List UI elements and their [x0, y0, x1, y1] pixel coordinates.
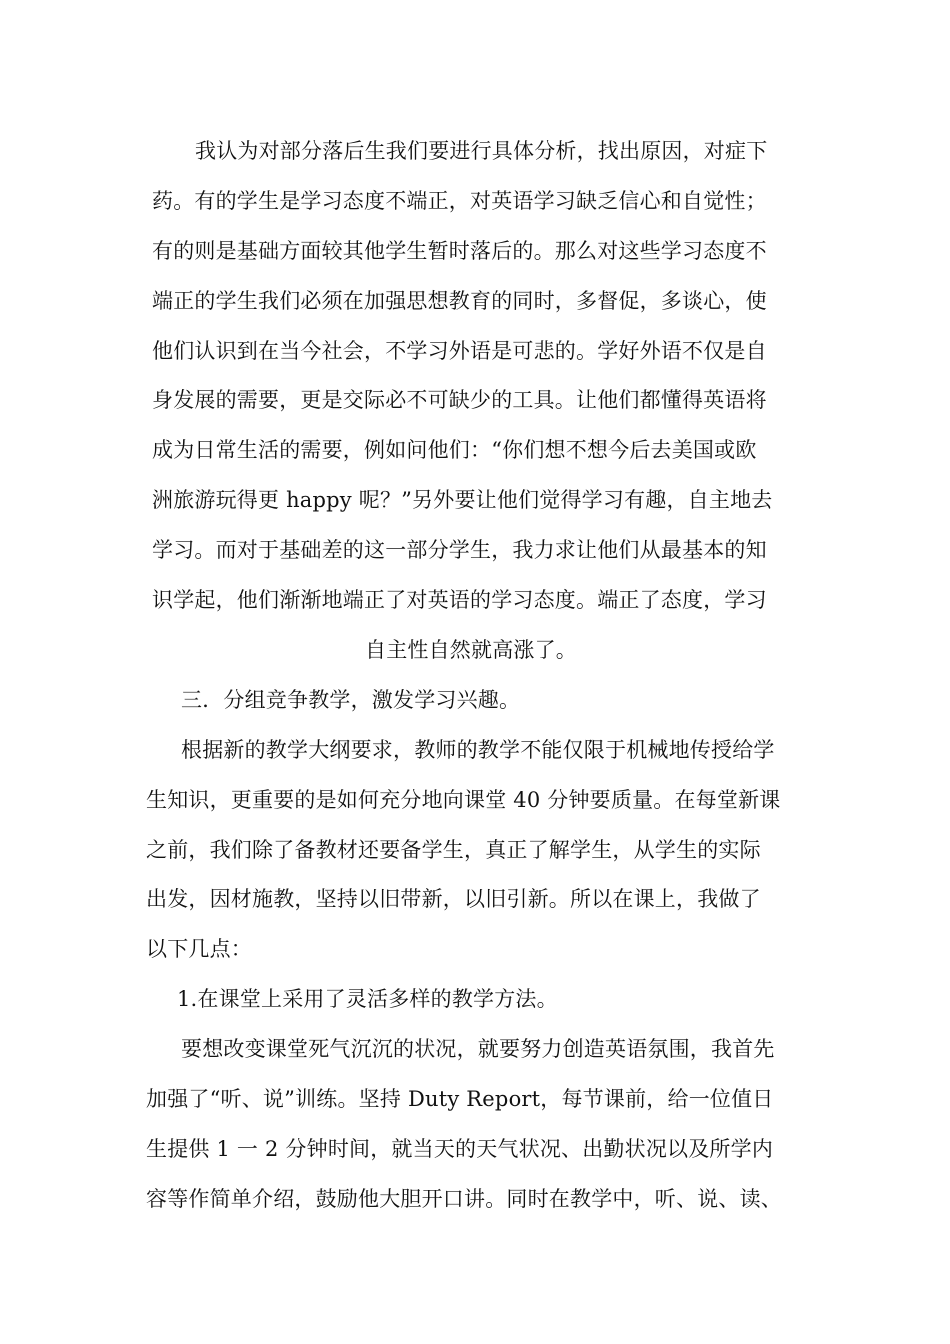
paragraph-line-centered: 自主性自然就高涨了。: [365, 638, 577, 662]
paragraph-line: 生知识，更重要的是如何充分地向课堂 40 分钟要质量。在每堂新课: [146, 788, 781, 812]
paragraph-line: 我认为对部分落后生我们要进行具体分析，找出原因，对症下: [195, 139, 768, 163]
section-heading: 三．分组竞争教学，激发学习兴趣。: [181, 688, 521, 712]
paragraph-line: 有的则是基础方面较其他学生暂时落后的。那么对这些学习态度不: [152, 239, 767, 263]
paragraph-line: 根据新的教学大纲要求，教师的教学不能仅限于机械地传授给学: [181, 738, 775, 762]
paragraph-line: 加强了“听、说”训练。坚持 Duty Report，每节课前，给一位值日: [146, 1087, 774, 1111]
paragraph-line: 生提供 1 一 2 分钟时间，就当天的天气状况、出勤状况以及所学内: [146, 1137, 774, 1161]
paragraph-line: 端正的学生我们必须在加强思想教育的同时，多督促，多谈心，使: [152, 289, 767, 313]
paragraph-line: 他们认识到在当今社会，不学习外语是可悲的。学好外语不仅是自: [152, 339, 767, 363]
paragraph-line: 要想改变课堂死气沉沉的状况，就要努力创造英语氛围，我首先: [181, 1037, 775, 1061]
paragraph-line: 识学起，他们渐渐地端正了对英语的学习态度。端正了态度，学习: [152, 588, 767, 612]
paragraph-line: 成为日常生活的需要，例如问他们：“你们想不想今后去美国或欧: [152, 438, 757, 462]
paragraph-line: 药。有的学生是学习态度不端正，对英语学习缺乏信心和自觉性；: [152, 189, 767, 213]
paragraph-line: 容等作简单介绍，鼓励他大胆开口讲。同时在教学中，听、说、读、: [146, 1187, 782, 1211]
paragraph-line: 以下几点：: [146, 937, 252, 961]
paragraph-line: 身发展的需要，更是交际必不可缺少的工具。让他们都懂得英语将: [152, 388, 767, 412]
paragraph-line: 学习。而对于基础差的这一部分学生，我力求让他们从最基本的知: [152, 538, 767, 562]
paragraph-line: 之前，我们除了备教材还要备学生，真正了解学生，从学生的实际: [146, 838, 761, 862]
paragraph-line: 出发，因材施教，坚持以旧带新，以旧引新。所以在课上，我做了: [146, 887, 761, 911]
paragraph-line: 洲旅游玩得更 happy 呢？”另外要让他们觉得学习有趣，自主地去: [152, 488, 773, 512]
subsection-heading: 1.在课堂上采用了灵活多样的教学方法。: [177, 987, 558, 1011]
